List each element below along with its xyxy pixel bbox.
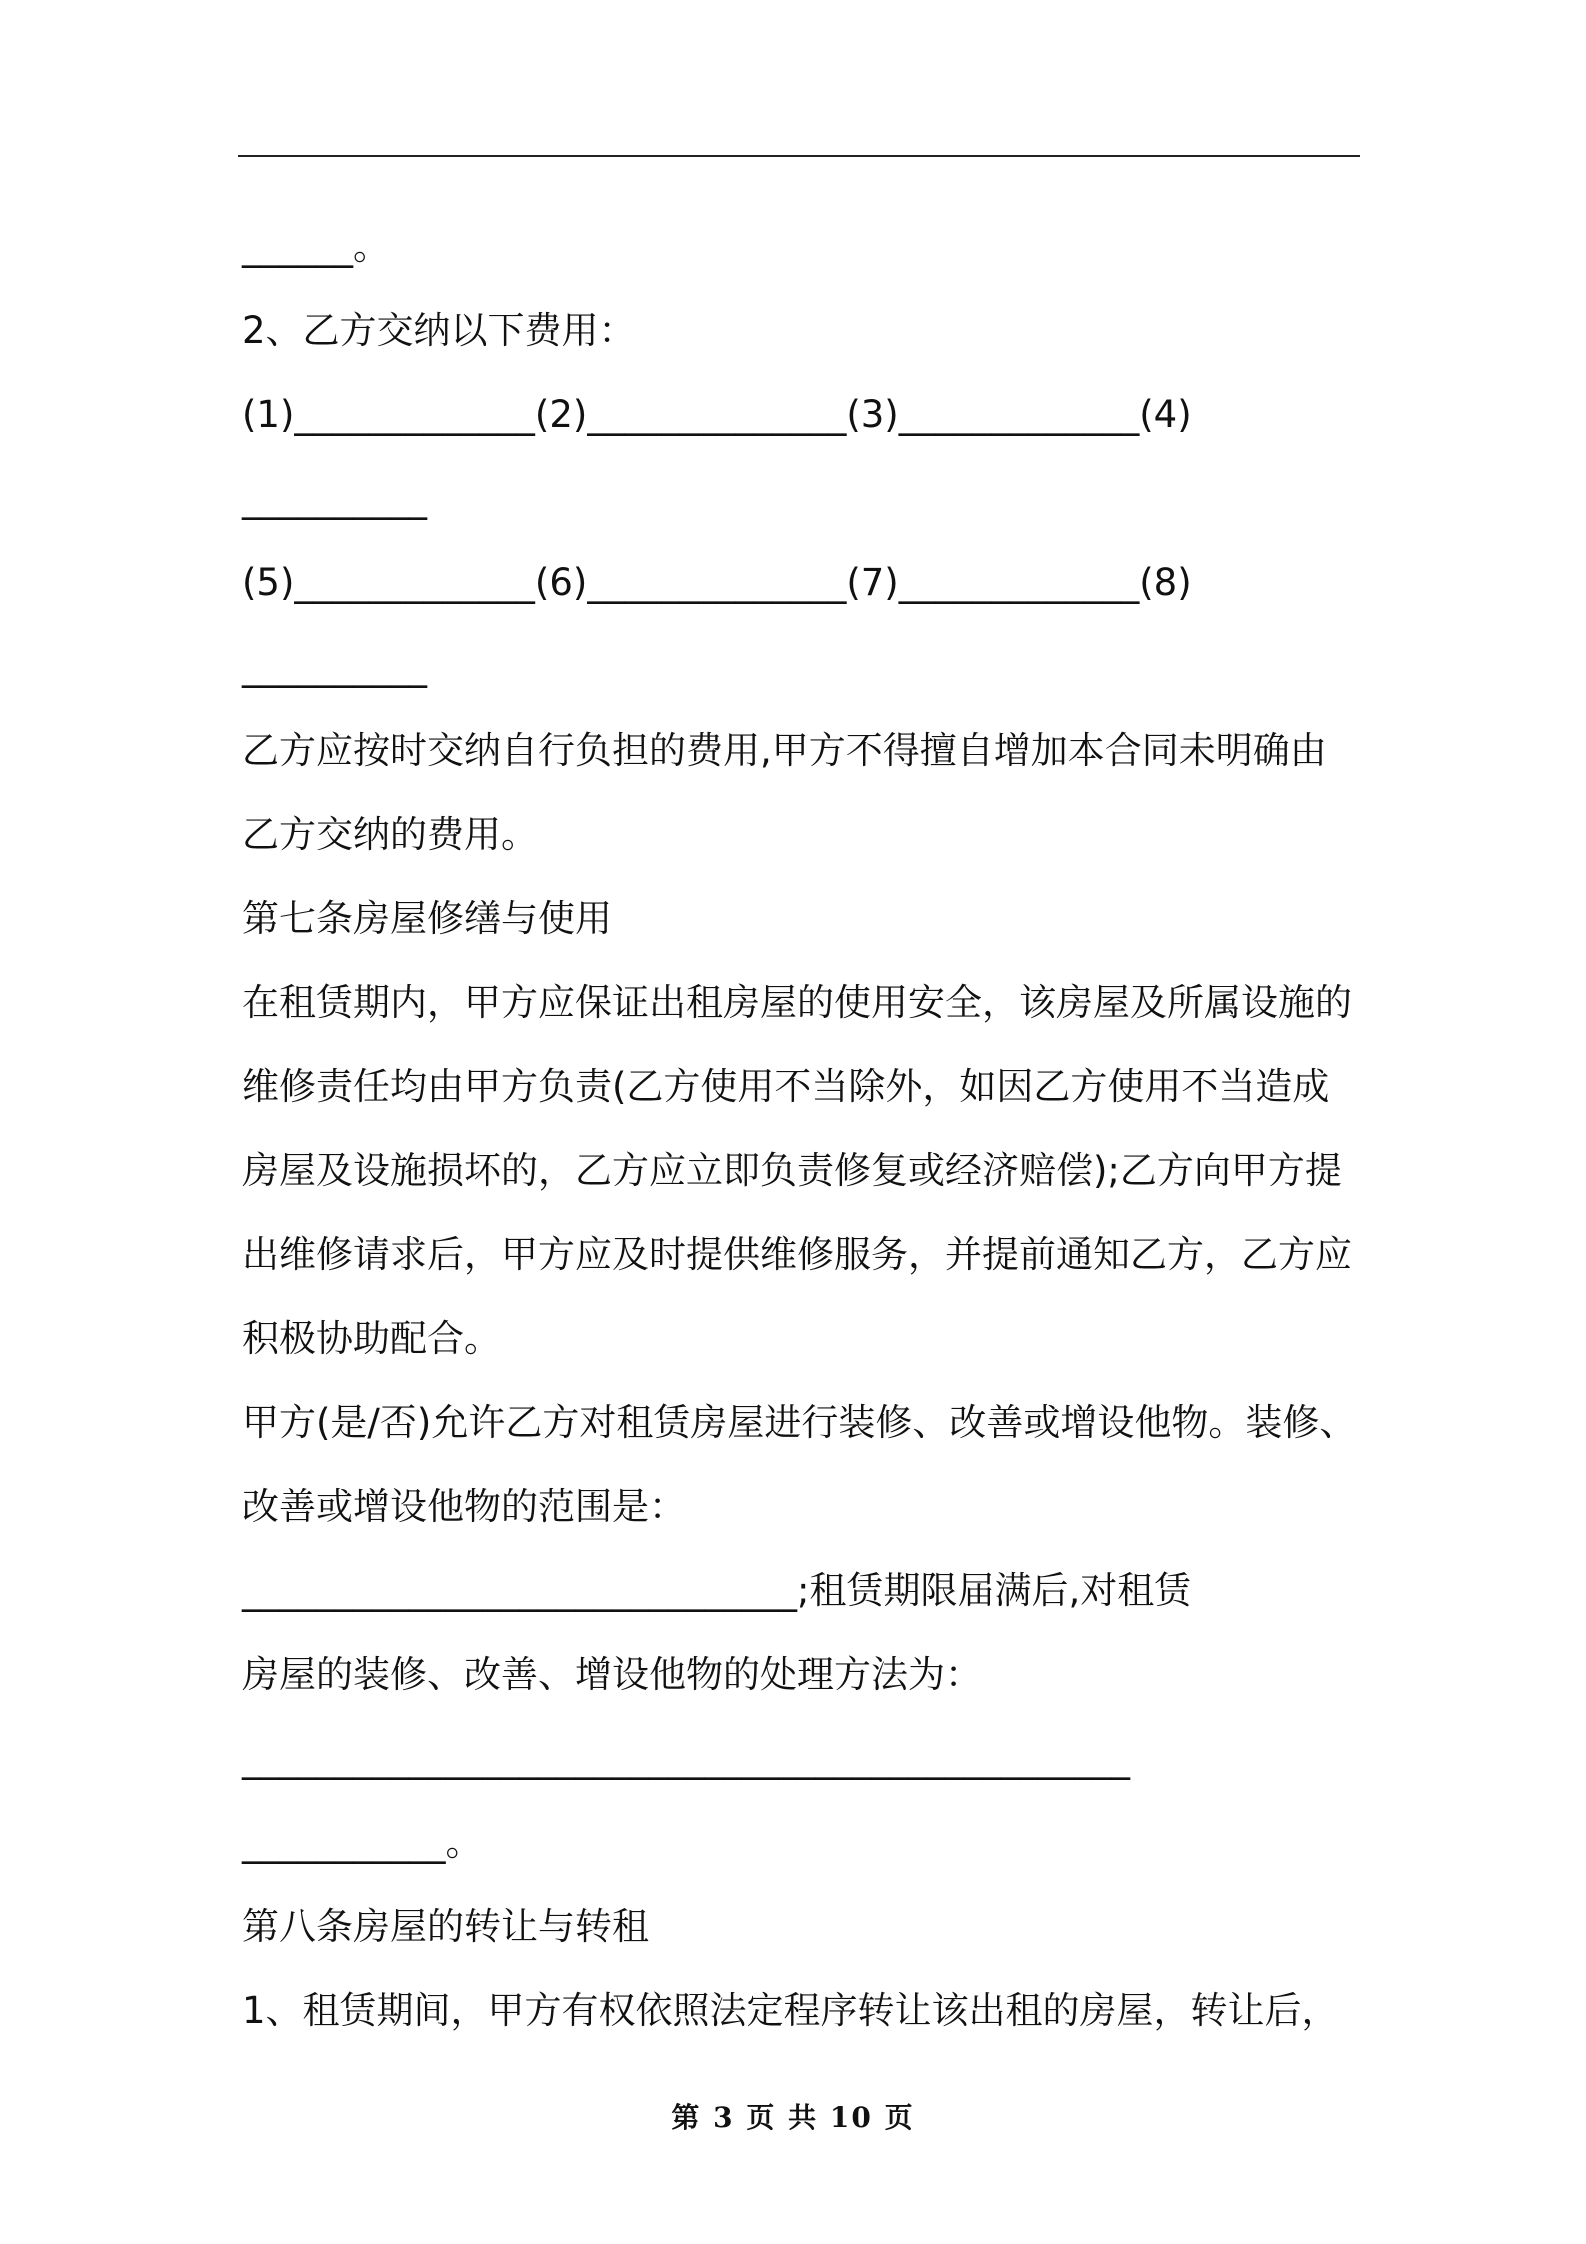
text-line: 房屋及设施损坏的，乙方应立即负责修复或经济赔偿);乙方向甲方提 — [242, 1149, 1342, 1192]
text-line: 房屋的装修、改善、增设他物的处理方法为： — [242, 1653, 982, 1696]
text-line: 在租赁期内，甲方应保证出租房屋的使用安全，该房屋及所属设施的 — [242, 981, 1352, 1024]
text-line: 出维修请求后，甲方应及时提供维修服务，并提前通知乙方，乙方应 — [242, 1233, 1352, 1276]
header-rule — [238, 155, 1360, 157]
page-number-footer: 第 3 页 共 10 页 — [671, 2101, 915, 2134]
text-line: 积极协助配合。 — [242, 1317, 501, 1360]
text-line: 乙方交纳的费用。 — [242, 813, 538, 856]
text-line: 1、租赁期间，甲方有权依照法定程序转让该出租的房屋，转让后， — [242, 1989, 1339, 2032]
text-line: 维修责任均由甲方负责(乙方使用不当除外，如因乙方使用不当造成 — [242, 1065, 1330, 1108]
document-body — [242, 205, 1360, 2053]
text-line: ______________________________;租赁期限届满后,对租赁 — [242, 1569, 1192, 1612]
text-line: 改善或增设他物的范围是： — [242, 1485, 686, 1528]
text-line: (1)_____________(2)______________(3)_____________(4) — [242, 393, 1192, 436]
text-line: (5)_____________(6)______________(7)_____________(8) — [242, 561, 1192, 604]
section-heading: 第七条房屋修缮与使用 — [242, 897, 612, 940]
text-line: ________________________________________________ — [242, 1737, 1130, 1780]
text-line: ______。 — [242, 225, 390, 268]
text-line: 甲方(是/否)允许乙方对租赁房屋进行装修、改善或增设他物。装修、 — [242, 1401, 1357, 1444]
text-line: __________ — [242, 645, 427, 688]
text-line: ___________。 — [242, 1821, 483, 1864]
text-line: 2、乙方交纳以下费用： — [242, 309, 636, 352]
text-line: __________ — [242, 477, 427, 520]
section-heading: 第八条房屋的转让与转租 — [242, 1905, 649, 1948]
text-line: 乙方应按时交纳自行负担的费用,甲方不得擅自增加本合同未明确由 — [242, 729, 1327, 772]
